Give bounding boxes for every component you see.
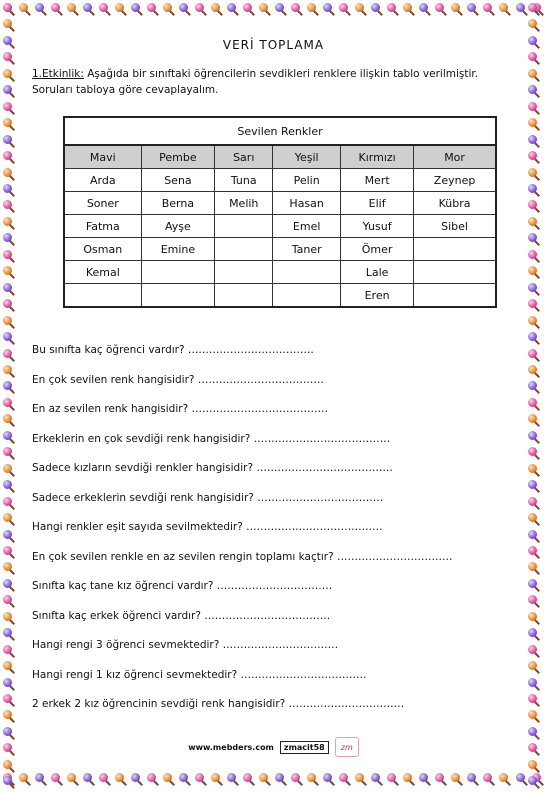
lollipop-icon <box>527 117 541 131</box>
table-cell: Emine <box>141 238 215 261</box>
lollipop-icon <box>2 709 16 723</box>
table-cell: Tuna <box>215 169 273 192</box>
question-item: Sadece kızların sevdiği renkler hangisidir? ………………………………… <box>32 462 393 474</box>
lollipop-icon <box>527 84 541 98</box>
lollipop-icon <box>2 167 16 181</box>
lollipop-icon <box>226 772 240 786</box>
table-cell <box>414 284 496 308</box>
question-item: Hangi rengi 3 öğrenci sevmektedir? …………………………… <box>32 639 339 651</box>
lollipop-icon <box>434 772 448 786</box>
table-cell: Eren <box>341 284 414 308</box>
lollipop-icon <box>527 315 541 329</box>
lollipop-icon <box>370 772 384 786</box>
lollipop-icon <box>402 772 416 786</box>
lollipop-icon <box>194 2 208 16</box>
table-cell: Pelin <box>273 169 341 192</box>
question-item: Erkeklerin en çok sevdiği renk hangisidir? ………………………………… <box>32 432 391 445</box>
lollipop-icon <box>338 2 352 16</box>
lollipop-icon <box>370 2 384 16</box>
activity-text: Aşağıda bir sınıftaki öğrencilerin sevdikleri renklere ilişkin tablo verilmiştir. Soruları tabloya göre cevaplayalım. <box>32 68 479 96</box>
lollipop-icon <box>66 772 80 786</box>
lollipop-icon <box>2 232 16 246</box>
lollipop-icon <box>418 772 432 786</box>
lollipop-icon <box>306 772 320 786</box>
lollipop-icon <box>2 611 16 625</box>
table-cell: Arda <box>64 169 141 192</box>
table-row <box>64 238 496 261</box>
lollipop-icon <box>210 2 224 16</box>
lollipop-icon <box>2 18 16 32</box>
lollipop-icon <box>98 772 112 786</box>
lollipop-icon <box>386 772 400 786</box>
lollipop-icon <box>402 2 416 16</box>
lollipop-icon <box>306 2 320 16</box>
lollipop-icon <box>2 677 16 691</box>
lollipop-icon <box>386 2 400 16</box>
lollipop-icon <box>2 512 16 526</box>
question-item: Sadece erkeklerin sevdiği renk hangisidir? ……………………………… <box>32 491 384 504</box>
lollipop-icon <box>162 2 176 16</box>
table-cell: Osman <box>64 238 141 261</box>
table-cell: Ayşe <box>141 215 215 238</box>
question-item: 2 erkek 2 kız öğrencinin sevdiği renk hangisidir? …………………………… <box>32 698 405 710</box>
lollipop-icon <box>2 183 16 197</box>
lollipop-icon <box>527 282 541 296</box>
lollipop-icon <box>2 479 16 493</box>
table-row <box>64 192 496 215</box>
lollipop-icon <box>2 331 16 345</box>
lollipop-icon <box>498 2 512 16</box>
lollipop-icon <box>82 772 96 786</box>
table-cell: Mert <box>341 169 414 192</box>
question-item: En çok sevilen renkle en az sevilen rengin toplamı kaçtır? …………………………… <box>32 550 453 563</box>
lollipop-icon <box>322 772 336 786</box>
table-cell: Kemal <box>64 261 141 284</box>
lollipop-icon <box>178 2 192 16</box>
lollipop-icon <box>2 216 16 230</box>
lollipop-icon <box>527 150 541 164</box>
table-cell: Taner <box>273 238 341 261</box>
table-cell <box>141 261 215 284</box>
lollipop-icon <box>2 463 16 477</box>
question-item: Sınıfta kaç tane kız öğrenci vardır? …………………………… <box>32 580 333 592</box>
lollipop-icon <box>2 134 16 148</box>
lollipop-icon <box>18 772 32 786</box>
table-row <box>64 169 496 192</box>
table-cell: Lale <box>341 261 414 284</box>
lollipop-icon <box>258 772 272 786</box>
lollipop-icon <box>34 2 48 16</box>
activity-label: 1.Etkinlik: <box>32 68 84 80</box>
lollipop-icon <box>18 2 32 16</box>
table-cell: Sena <box>141 169 215 192</box>
table-cell <box>414 238 496 261</box>
question-item: Bu sınıfta kaç öğrenci vardır? ……………………………… <box>32 344 314 356</box>
lollipop-icon <box>2 315 16 329</box>
lollipop-icon <box>527 134 541 148</box>
table-cell: Hasan <box>273 192 341 215</box>
table-caption: Sevilen Renkler <box>64 117 496 145</box>
table-cell: Melih <box>215 192 273 215</box>
table-cell: Fatma <box>64 215 141 238</box>
lollipop-icon <box>527 167 541 181</box>
column-header: Kırmızı <box>341 145 414 169</box>
lollipop-icon <box>2 446 16 460</box>
lollipop-icon <box>527 68 541 82</box>
lollipop-icon <box>258 2 272 16</box>
lollipop-icon <box>242 772 256 786</box>
lollipop-icon <box>242 2 256 16</box>
activity-intro <box>32 66 518 98</box>
lollipop-icon <box>2 775 16 789</box>
table-cell <box>273 261 341 284</box>
table-cell: Zeynep <box>414 169 496 192</box>
lollipop-icon <box>338 772 352 786</box>
lollipop-icon <box>34 772 48 786</box>
table-row <box>64 261 496 284</box>
table-cell <box>215 215 273 238</box>
lollipop-icon <box>2 348 16 362</box>
lollipop-icon <box>527 183 541 197</box>
column-header: Mor <box>414 145 496 169</box>
lollipop-icon <box>146 2 160 16</box>
lollipop-icon <box>450 772 464 786</box>
lollipop-icon <box>418 2 432 16</box>
table-cell <box>414 261 496 284</box>
lollipop-icon <box>66 2 80 16</box>
lollipop-icon <box>50 772 64 786</box>
lollipop-icon <box>130 772 144 786</box>
page-title: VERİ TOPLAMA <box>222 38 325 52</box>
lollipop-icon <box>2 117 16 131</box>
table-cell <box>215 284 273 308</box>
lollipop-icon <box>210 772 224 786</box>
border-left <box>2 0 20 792</box>
lollipop-icon <box>2 249 16 263</box>
column-header: Sarı <box>215 145 273 169</box>
lollipop-icon <box>434 2 448 16</box>
lollipop-icon <box>290 772 304 786</box>
lollipop-icon <box>2 561 16 575</box>
table-cell: Yusuf <box>341 215 414 238</box>
lollipop-icon <box>2 644 16 658</box>
lollipop-icon <box>2 84 16 98</box>
lollipop-icon <box>482 2 496 16</box>
lollipop-icon <box>114 2 128 16</box>
lollipop-icon <box>482 772 496 786</box>
lollipop-icon <box>2 545 16 559</box>
lollipop-icon <box>2 578 16 592</box>
lollipop-icon <box>2 430 16 444</box>
lollipop-icon <box>130 2 144 16</box>
question-item: En az sevilen renk hangisidir? ………………………………… <box>32 403 328 415</box>
footer-logo-icon: zm <box>335 737 359 757</box>
lollipop-icon <box>2 298 16 312</box>
question-list <box>32 343 532 727</box>
table-cell <box>64 284 141 308</box>
lollipop-icon <box>50 2 64 16</box>
lollipop-icon <box>98 2 112 16</box>
lollipop-icon <box>527 216 541 230</box>
footer-site: www.mebders.com <box>188 742 274 752</box>
lollipop-icon <box>527 51 541 65</box>
lollipop-icon <box>2 265 16 279</box>
lollipop-icon <box>2 150 16 164</box>
table-cell: Emel <box>273 215 341 238</box>
border-top <box>0 2 547 20</box>
lollipop-icon <box>2 101 16 115</box>
table-row <box>64 215 496 238</box>
lollipop-icon <box>527 249 541 263</box>
lollipop-icon <box>527 101 541 115</box>
footer-badge: zmacit58 <box>280 741 329 754</box>
lollipop-icon <box>527 265 541 279</box>
footer <box>0 737 547 757</box>
lollipop-icon <box>226 2 240 16</box>
lollipop-icon <box>274 2 288 16</box>
lollipop-icon <box>2 693 16 707</box>
lollipop-icon <box>2 627 16 641</box>
question-item: Hangi rengi 1 kız öğrenci sevmektedir? ……………………………… <box>32 668 367 681</box>
lollipop-icon <box>2 413 16 427</box>
lollipop-icon <box>354 2 368 16</box>
table-cell <box>215 238 273 261</box>
column-header: Mavi <box>64 145 141 169</box>
lollipop-icon <box>2 496 16 510</box>
lollipop-icon <box>354 772 368 786</box>
table-cell <box>273 284 341 308</box>
table-cell <box>141 284 215 308</box>
table-body <box>64 169 496 308</box>
lollipop-icon <box>114 772 128 786</box>
lollipop-icon <box>146 772 160 786</box>
lollipop-icon <box>527 199 541 213</box>
lollipop-icon <box>290 2 304 16</box>
color-table <box>63 116 497 308</box>
table-cell: Elif <box>341 192 414 215</box>
lollipop-icon <box>527 775 541 789</box>
table-cell: Berna <box>141 192 215 215</box>
lollipop-icon <box>178 772 192 786</box>
lollipop-icon <box>162 772 176 786</box>
lollipop-icon <box>2 282 16 296</box>
column-header: Pembe <box>141 145 215 169</box>
lollipop-icon <box>2 68 16 82</box>
lollipop-icon <box>450 2 464 16</box>
table-cell <box>215 261 273 284</box>
lollipop-icon <box>2 51 16 65</box>
lollipop-icon <box>2 594 16 608</box>
lollipop-icon <box>194 772 208 786</box>
table-cell: Soner <box>64 192 141 215</box>
lollipop-icon <box>466 2 480 16</box>
lollipop-icon <box>498 772 512 786</box>
table-cell: Sibel <box>414 215 496 238</box>
lollipop-icon <box>82 2 96 16</box>
lollipop-icon <box>322 2 336 16</box>
lollipop-icon <box>2 660 16 674</box>
lollipop-icon <box>527 298 541 312</box>
table-header-row <box>64 145 496 169</box>
lollipop-icon <box>2 759 16 773</box>
lollipop-icon <box>527 2 541 16</box>
table-cell: Kübra <box>414 192 496 215</box>
border-bottom <box>0 772 547 790</box>
column-header: Yeşil <box>273 145 341 169</box>
question-item: Hangi renkler eşit sayıda sevilmektedir? ………………………………… <box>32 521 383 533</box>
lollipop-icon <box>527 18 541 32</box>
lollipop-icon <box>2 2 16 16</box>
lollipop-icon <box>527 759 541 773</box>
lollipop-icon <box>2 364 16 378</box>
question-item: En çok sevilen renk hangisidir? ……………………………… <box>32 373 324 386</box>
table-row <box>64 284 496 308</box>
lollipop-icon <box>2 199 16 213</box>
lollipop-icon <box>274 772 288 786</box>
table-cell: Ömer <box>341 238 414 261</box>
lollipop-icon <box>466 772 480 786</box>
lollipop-icon <box>527 232 541 246</box>
lollipop-icon <box>2 529 16 543</box>
lollipop-icon <box>2 380 16 394</box>
question-item: Sınıfta kaç erkek öğrenci vardır? ……………………………… <box>32 609 331 622</box>
lollipop-icon <box>2 397 16 411</box>
